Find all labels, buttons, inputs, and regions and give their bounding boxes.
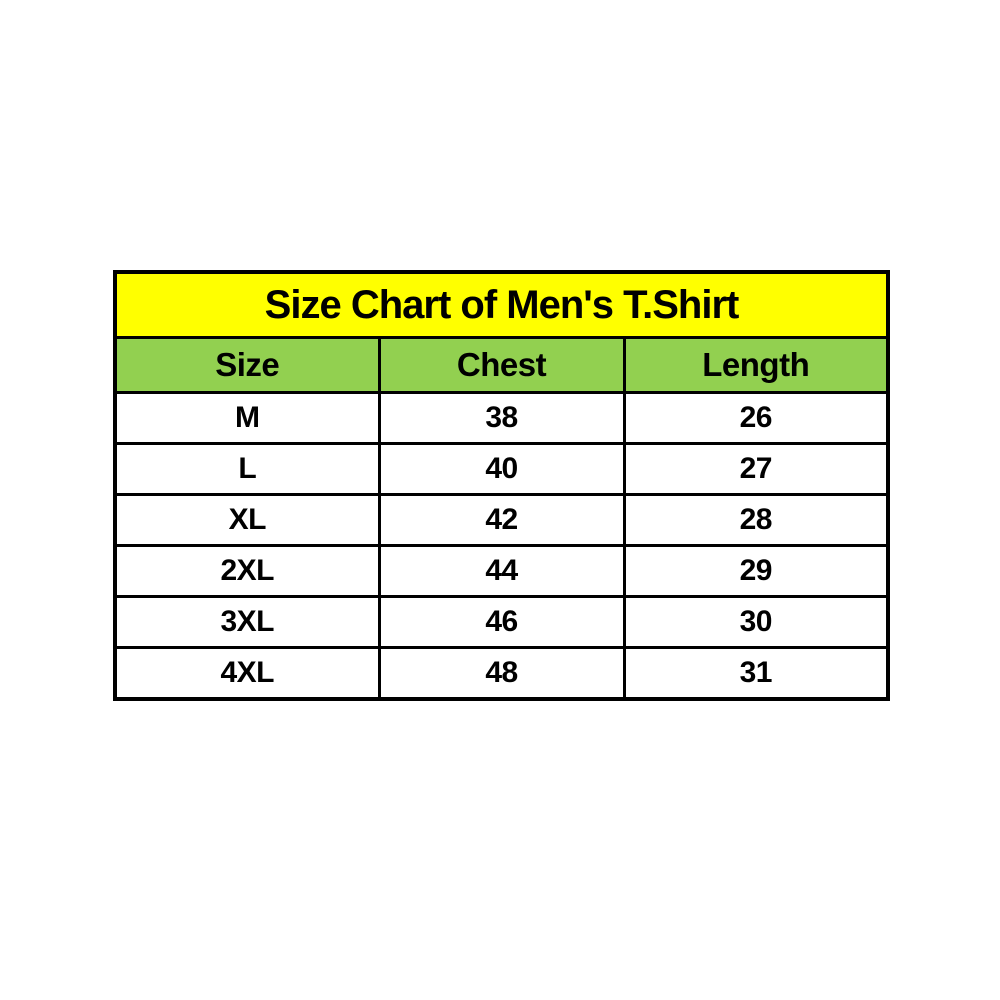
table-header-row xyxy=(115,338,888,393)
length-cell: 27 xyxy=(624,444,888,495)
table-row xyxy=(115,546,888,597)
size-cell: 2XL xyxy=(115,546,379,597)
table-row xyxy=(115,495,888,546)
size-cell: L xyxy=(115,444,379,495)
table-row xyxy=(115,444,888,495)
chest-cell: 38 xyxy=(379,393,624,444)
chest-cell: 44 xyxy=(379,546,624,597)
size-chart-table xyxy=(113,270,890,701)
table-row xyxy=(115,597,888,648)
table-title: Size Chart of Men's T.Shirt xyxy=(115,272,888,338)
chest-cell: 46 xyxy=(379,597,624,648)
size-cell: 4XL xyxy=(115,648,379,700)
chest-cell: 40 xyxy=(379,444,624,495)
length-cell: 29 xyxy=(624,546,888,597)
column-header-chest: Chest xyxy=(379,338,624,393)
chest-cell: 48 xyxy=(379,648,624,700)
chest-cell: 42 xyxy=(379,495,624,546)
size-cell: 3XL xyxy=(115,597,379,648)
size-cell: XL xyxy=(115,495,379,546)
column-header-size: Size xyxy=(115,338,379,393)
length-cell: 26 xyxy=(624,393,888,444)
table-row xyxy=(115,393,888,444)
table-title-row xyxy=(115,272,888,338)
length-cell: 28 xyxy=(624,495,888,546)
table-row xyxy=(115,648,888,700)
size-cell: M xyxy=(115,393,379,444)
length-cell: 31 xyxy=(624,648,888,700)
length-cell: 30 xyxy=(624,597,888,648)
column-header-length: Length xyxy=(624,338,888,393)
